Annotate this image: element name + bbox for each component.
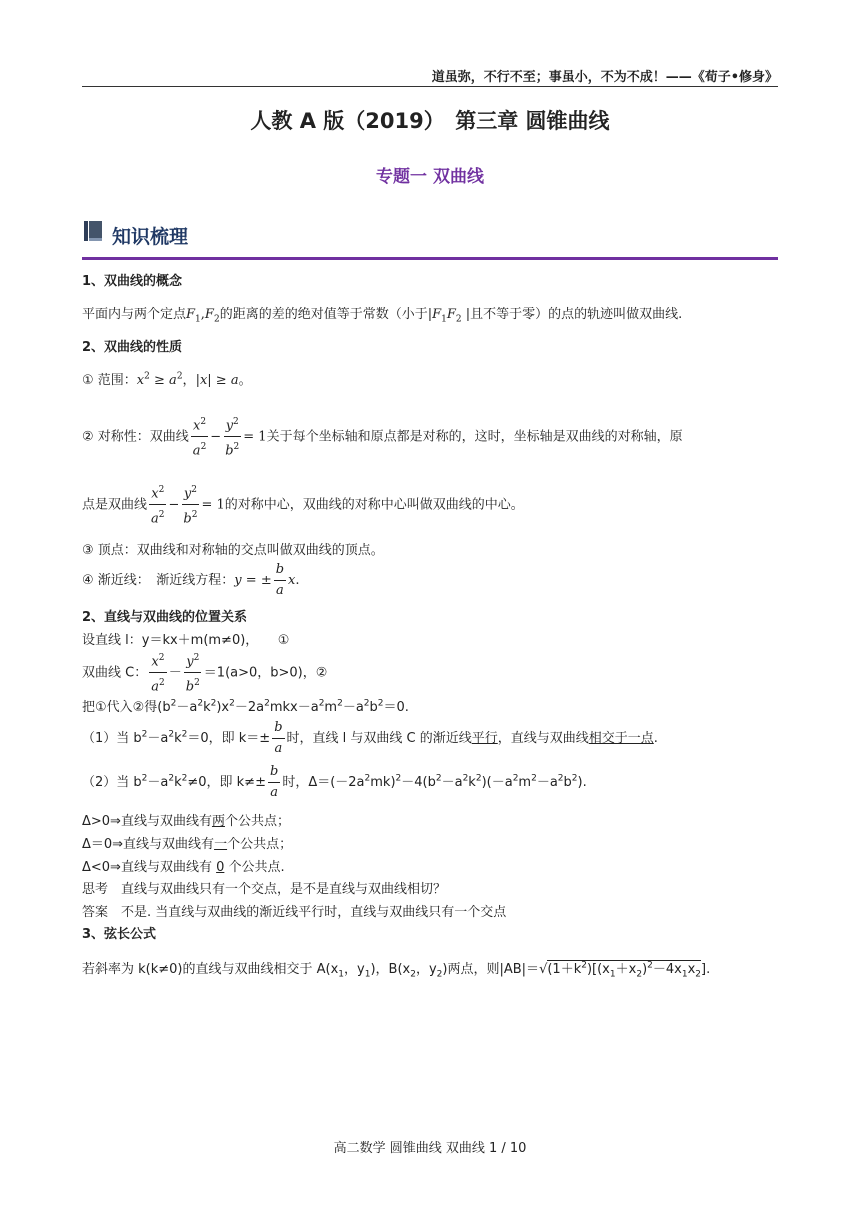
property-asymptote: ④ 渐近线： 渐近线方程：y = ± $\frac{b}{a}$ x. <box>82 562 300 598</box>
section-divider <box>82 257 778 260</box>
page-subtitle: 专题一 双曲线 <box>376 167 484 187</box>
discriminant-zero: Δ＝0⇒直线与双曲线有一个公共点； <box>82 837 293 852</box>
heading-concept: 1、双曲线的概念 <box>82 274 183 289</box>
think-answer: 答案 不是. 当直线与双曲线的渐近线平行时，直线与双曲线只有一个交点 <box>82 905 507 920</box>
concept-text: 平面内与两个定点$F_1,F_2$的距离的差的绝对值等于常数（小于$|F_1F_2$ |且不等于零）的点的轨迹叫做双曲线. <box>82 307 683 325</box>
heading-chord-length: 3、弦长公式 <box>82 927 157 942</box>
hyperbola-definition: 双曲线 C： $\frac{x^2}{a^2}$ － $\frac{y^2}{b^2}$ ＝1(a>0，b>0)，② <box>82 648 327 698</box>
discriminant-positive: Δ>0⇒直线与双曲线有两个公共点； <box>82 814 290 829</box>
case-one: （1）当 $b^2-a^2k^2=0$，即 k＝± $\frac{b}{a}$ 时，直线 l 与双曲线 C 的渐近线平行，直线与双曲线相交于一点. <box>82 720 658 756</box>
chord-length-formula: 若斜率为 k(k≠0)的直线与双曲线相交于 $A(x_1$，$y_1$)，$B(x_2$，$y_2$)两点，则$|AB|=√(1+k^2)[(x_1+x_2)^2-4x_1x_2]$. <box>82 960 711 980</box>
substitution-equation: 把①代入②得$(b^2-a^2k^2)x^2-2a^2mkx-a^2m^2-a^2b^2=0$. <box>82 698 409 715</box>
heading-line-position: 2、直线与双曲线的位置关系 <box>82 610 248 625</box>
section-heading: 知识梳理 <box>112 226 189 248</box>
header-quote: 道虽弥，不行不至；事虽小，不为不成！——《荀子•修身》 <box>431 70 778 85</box>
property-symmetry: ② 对称性：双曲线 $\frac{x^2}{a^2}$ − $\frac{y^2}{b^2}$ = 1关于每个坐标轴和原点都是对称的，这时，坐标轴是双曲线的对称轴，原 <box>82 412 683 462</box>
page-footer: 高二数学 圆锥曲线 双曲线 1 / 10 <box>333 1141 527 1156</box>
case-two: （2）当 $b^2-a^2k^2\ne 0$，即 k≠± $\frac{b}{a}$ 时，$\Delta=(-2a^2mk)^2-4(b^2-a^2k^2)(-a^2m^2-a^2b^2)$. <box>82 764 587 800</box>
property-vertex: ③ 顶点：双曲线和对称轴的交点叫做双曲线的顶点。 <box>82 543 384 558</box>
property-symmetry-cont: 点是双曲线 $\frac{x^2}{a^2}$ − $\frac{y^2}{b^2}$ = 1的对称中心，双曲线的对称中心叫做双曲线的中心。 <box>82 480 524 530</box>
discriminant-negative: Δ<0⇒直线与双曲线有 0 个公共点. <box>82 860 285 875</box>
page-title: 人教 A 版（2019） 第三章 圆锥曲线 <box>250 109 610 133</box>
line-definition: 设直线 l：y＝kx＋m(m≠0)， ① <box>82 633 290 648</box>
heading-properties: 2、双曲线的性质 <box>82 340 183 355</box>
property-range: ① 范围：$x^2 \ge a^2$，|x| ≥ a。 <box>82 371 252 388</box>
think-question: 思考 直线与双曲线只有一个交点，是不是直线与双曲线相切？ <box>82 882 447 897</box>
book-icon <box>84 221 102 241</box>
header-divider <box>82 86 778 87</box>
